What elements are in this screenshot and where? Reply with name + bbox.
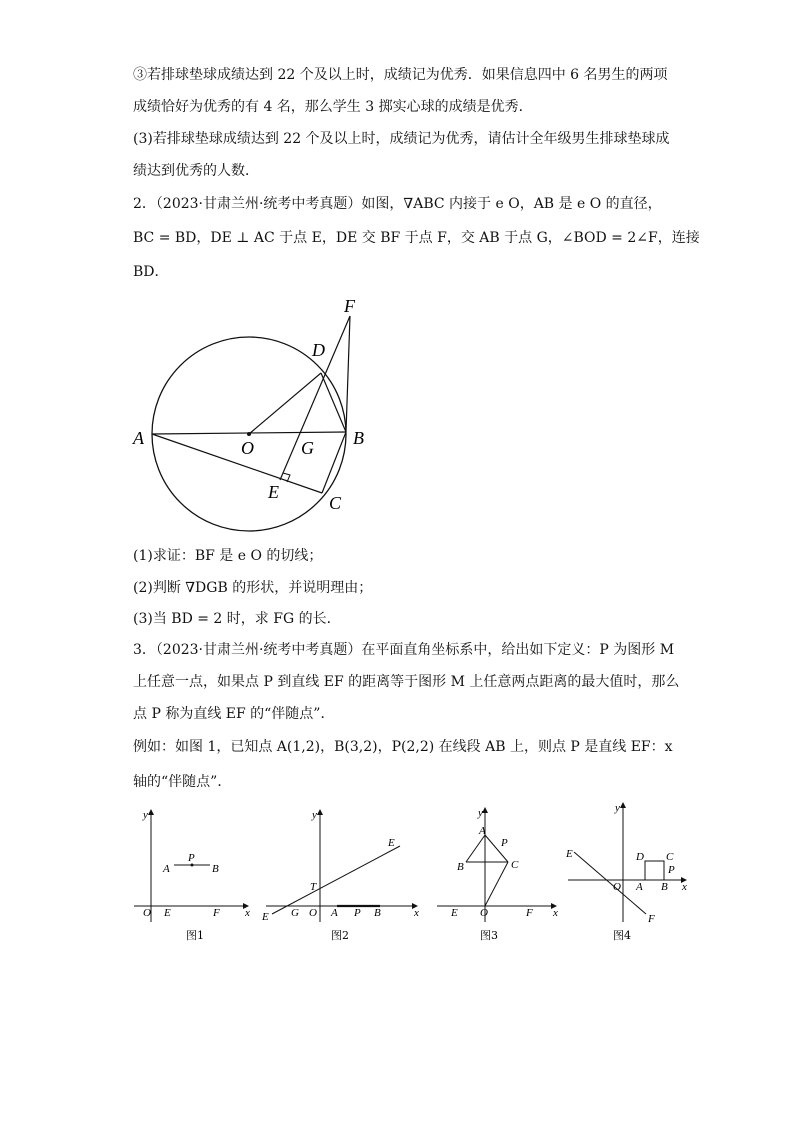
fig2-e-left-label: E: [262, 911, 269, 923]
fig4-x-label: x: [682, 881, 687, 893]
figure-2: [261, 809, 419, 942]
question-3: (3)当 BD = 2 时，求 FG 的长．: [133, 611, 341, 627]
fig4-p-label: P: [668, 864, 675, 876]
fig4-caption: 图4: [613, 929, 631, 942]
fig2-line-ef: [272, 846, 400, 914]
fig3-p-label: P: [501, 837, 508, 849]
problem-3-example: 例如：如图 1，已知点 A(1,2)，B(3,2)，P(2,2) 在线段 AB 上，则点 P 是直线 EF：x: [133, 739, 673, 755]
fig4-e-label: E: [566, 848, 573, 860]
fig3-o-label: O: [480, 907, 488, 919]
fig3-segment-oc: [485, 862, 508, 906]
label-e: E: [268, 482, 279, 502]
fig3-e-label: E: [451, 907, 458, 919]
label-c: C: [329, 493, 342, 513]
label-b: B: [353, 428, 364, 448]
text-line-1: ③若排球垫球成绩达到 22 个及以上时，成绩记为优秀．如果信息四中 6 名男生的两项: [133, 67, 668, 83]
fig1-o-label: O: [143, 907, 151, 919]
fig4-f-label: F: [648, 913, 655, 925]
figure-3: [437, 807, 558, 942]
fig3-a-label: A: [479, 825, 486, 837]
fig2-o-label: O: [309, 907, 317, 919]
fig1-e-label: E: [164, 907, 171, 919]
fig3-b-label: B: [457, 861, 464, 873]
fig3-segment-ab: [466, 835, 485, 862]
problem-3-line-2: 上任意一点，如果点 P 到直线 EF 的距离等于图形 M 上任意两点距离的最大值时，那么: [133, 674, 680, 690]
fig1-f-label: F: [213, 907, 220, 919]
fig1-b-label: B: [212, 863, 219, 875]
text-line-4: 绩达到优秀的人数．: [133, 163, 259, 179]
fig1-y-label: y: [143, 809, 148, 821]
problem-2-conditions-end: BD．: [133, 264, 169, 280]
text-line-2: 成绩恰好为优秀的有 4 名，那么学生 3 掷实心球的成绩是优秀．: [133, 99, 533, 115]
fig1-caption: 图1: [186, 929, 204, 942]
fig1-p-label: P: [188, 852, 195, 864]
fig2-b-label: B: [374, 907, 381, 919]
problem-3-example-end: 轴的“伴随点”．: [133, 774, 232, 790]
fig4-square-abcd: [645, 861, 664, 880]
fig1-a-label: A: [163, 863, 170, 875]
fig2-t-label: T: [310, 881, 317, 893]
fig3-f-label: F: [526, 907, 533, 919]
fig3-c-label: C: [511, 859, 519, 871]
fig3-caption: 图3: [480, 929, 498, 942]
problem-3-intro: 3．（2023·甘肃兰州·统考中考真题）在平面直角坐标系中，给出如下定义：P 为图形 M: [133, 642, 675, 658]
fig2-p-label: P: [354, 907, 361, 919]
fig4-o-label: O: [613, 881, 621, 893]
problem-2-intro: 2．（2023·甘肃兰州·统考中考真题）如图，∇ABC 内接于 e O，AB 是 e O 的直径，: [133, 196, 662, 212]
figure-1: [134, 809, 250, 942]
label-a: A: [133, 428, 144, 448]
question-2: (2)判断 ∇DGB 的形状，并说明理由；: [133, 580, 373, 596]
label-d: D: [312, 340, 325, 360]
question-1: (1)求证：BF 是 e O 的切线；: [133, 548, 323, 564]
fig2-a-label: A: [331, 907, 338, 919]
label-o: O: [241, 438, 254, 458]
label-f: F: [344, 296, 355, 316]
text-line-3: (3)若排球垫球成绩达到 22 个及以上时，成绩记为优秀，请估计全年级男生排球垫球成: [133, 131, 670, 147]
fig2-y-label: y: [312, 809, 317, 821]
label-g: G: [301, 438, 314, 458]
fig4-b-label: B: [661, 881, 668, 893]
fig1-x-label: x: [245, 907, 250, 919]
fig4-a-label: A: [636, 881, 643, 893]
fig2-g-label: G: [291, 907, 299, 919]
fig3-x-label: x: [553, 907, 558, 919]
fig4-d-label: D: [636, 851, 644, 863]
fig3-y-label: y: [478, 807, 483, 819]
figure-4: [565, 802, 687, 942]
fig2-x-label: x: [414, 907, 419, 919]
problem-2-conditions: BC = BD，DE ⊥ AC 于点 E，DE 交 BF 于点 F，交 AB 于点 G，∠BOD = 2∠F，连接: [133, 230, 700, 246]
fig2-caption: 图2: [331, 929, 349, 942]
fig4-c-label: C: [666, 851, 674, 863]
problem-3-line-3: 点 P 称为直线 EF 的“伴随点”．: [133, 706, 335, 722]
fig4-y-label: y: [615, 802, 620, 814]
fig2-e-top-label: E: [388, 837, 395, 849]
